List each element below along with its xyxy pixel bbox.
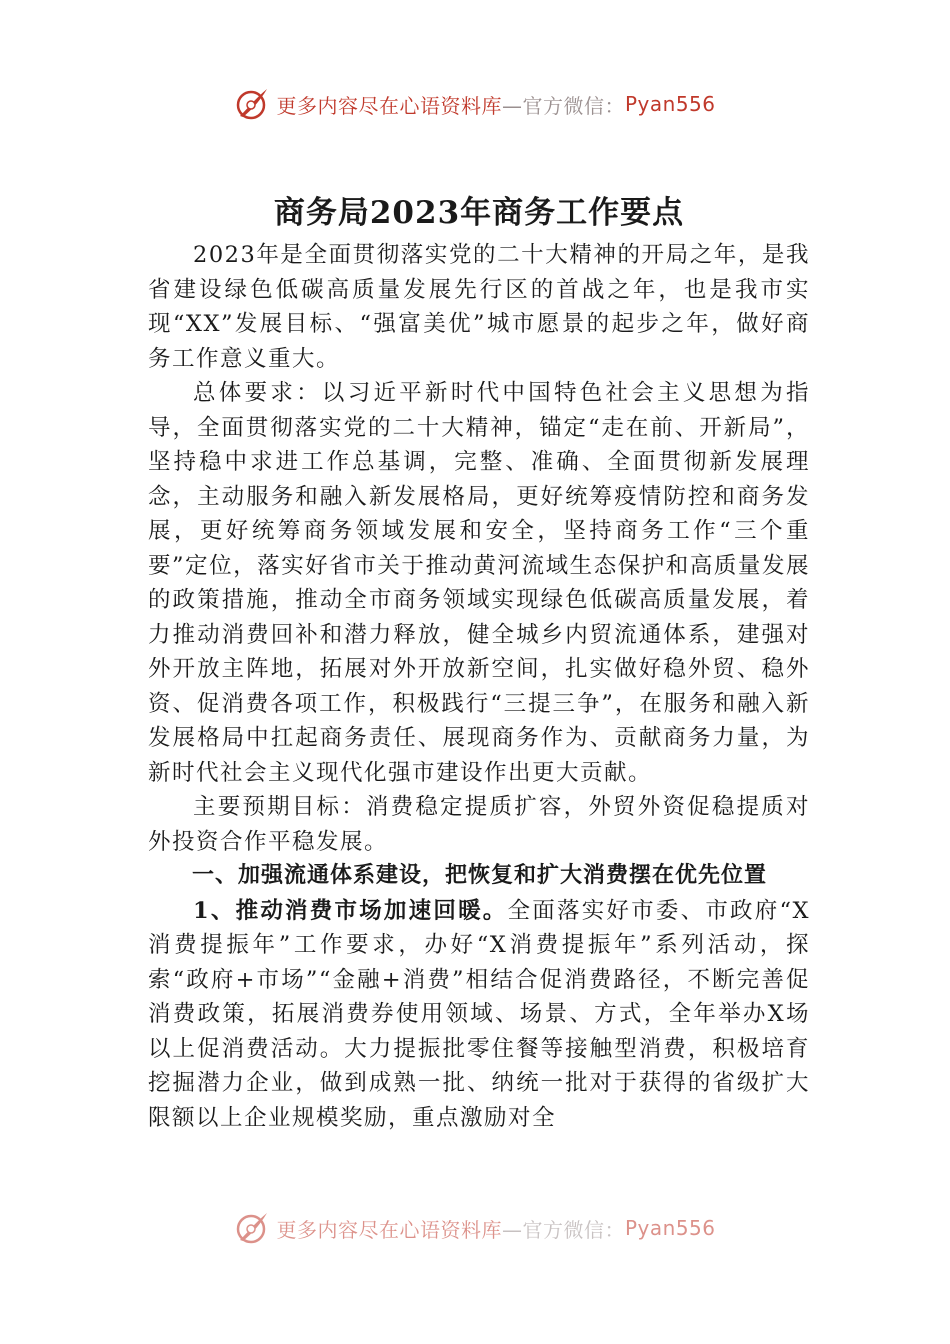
watermark-wechat-id: Pyan556 bbox=[624, 92, 716, 116]
item-1-lead: 1、推动消费市场加速回暖。 bbox=[193, 897, 508, 924]
quill-logo-icon bbox=[234, 1210, 270, 1246]
document-body bbox=[148, 188, 810, 1135]
general-requirements-paragraph: 总体要求：以习近平新时代中国特色社会主义思想为指导，全面贯彻落实党的二十大精神，锚定“走在前、开新局”，坚持稳中求进工作总基调，完整、准确、全面贯彻新发展理念，主动服务和融入新发展格局，更好统筹疫情防控和商务发展，更好统筹商务领域发展和安全，坚持商务工作“三个重要”定位，落实好省市关于推动黄河流域生态保护和高质量发展的政策措施，推动全市商务领域实现绿色低碳高质量发展，着力推动消费回补和潜力释放，健全城乡内贸流通体系，建强对外开放主阵地，拓展对外开放新空间，扎实做好稳外贸、稳外资、促消费各项工作，积极践行“三提三争”，在服务和融入新发展格局中扛起商务责任、展现商务作为、贡献商务力量，为新时代社会主义现代化强市建设作出更大贡献。 bbox=[148, 380, 810, 786]
watermark-separator-text: —官方微信： bbox=[501, 93, 625, 118]
watermark-separator-text: —官方微信： bbox=[501, 1217, 625, 1242]
watermark-main-text: 更多内容尽在心语资料库 bbox=[276, 1217, 502, 1242]
item-1-paragraph bbox=[148, 894, 810, 1136]
quill-logo-icon bbox=[234, 86, 270, 122]
main-targets-paragraph: 主要预期目标：消费稳定提质扩容，外贸外资促稳提质对外投资合作平稳发展。 bbox=[148, 794, 810, 855]
document-title: 商务局2023年商务工作要点 bbox=[273, 195, 685, 231]
watermark-footer bbox=[0, 1210, 950, 1246]
section-1-heading: 一、加强流通体系建设，把恢复和扩大消费摆在优先位置 bbox=[192, 863, 768, 888]
watermark-wechat-id: Pyan556 bbox=[624, 1216, 716, 1240]
watermark-header bbox=[0, 86, 950, 122]
intro-paragraph: 2023年是全面贯彻落实党的二十大精神的开局之年，是我省建设绿色低碳高质量发展先行区的首战之年，也是我市实现“XX”发展目标、“强富美优”城市愿景的起步之年，做好商务工作意义重大。 bbox=[148, 242, 810, 372]
item-1-body: 全面落实好市委、市政府“X消费提振年”工作要求，办好“X消费提振年”系列活动，探索“政府+市场”“金融+消费”相结合促消费路径，不断完善促消费政策，拓展消费券使用领域、场景、方式，全年举办X场以上促消费活动。大力提振批零住餐等接触型消费，积极培育挖掘潜力企业，做到成熟一批、纳统一批对于获得的省级扩大限额以上企业规模奖励，重点激励对全 bbox=[148, 897, 811, 1131]
watermark-main-text: 更多内容尽在心语资料库 bbox=[276, 93, 502, 118]
